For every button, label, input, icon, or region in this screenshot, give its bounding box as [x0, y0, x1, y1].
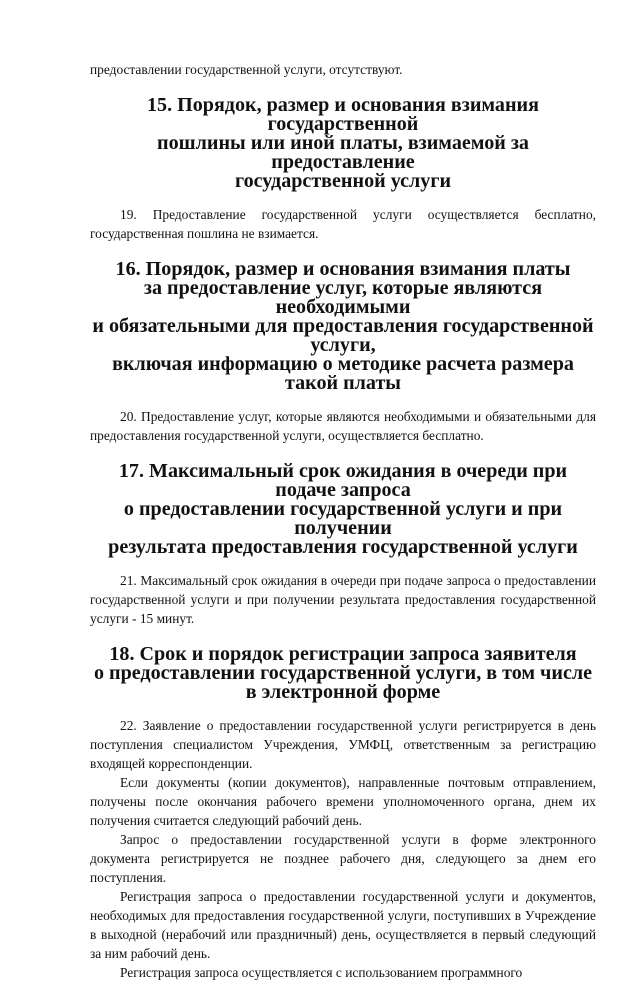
- paragraph-19: 19. Предоставление государственной услуги осуществляется бесплатно, государственная пошлина не взимается.: [90, 207, 596, 241]
- spacer: [90, 393, 596, 407]
- paragraph-22-software: Регистрация запроса осуществляется с использованием программного: [120, 965, 523, 980]
- spacer: [90, 191, 596, 205]
- section-16-heading: [90, 260, 596, 393]
- spacer: [90, 557, 596, 571]
- heading-line: в электронной форме: [245, 681, 441, 703]
- section-18-heading: [90, 645, 596, 702]
- heading-line: 16. Порядок, размер и основания взимания платы: [115, 258, 571, 280]
- spacer: [90, 702, 596, 716]
- heading-line: о предоставлении государственной услуги и при получении: [123, 498, 563, 539]
- paragraph-21: 21. Максимальный срок ожидания в очереди при подаче запроса о предоставлении государственной услуги и при получении результата предоставления государственной услуги - 15 минут.: [90, 573, 596, 626]
- heading-line: пошлины или иной платы, взимаемой за предоставление: [157, 132, 529, 173]
- heading-line: о предоставлении государственной услуги, в том числе: [93, 662, 593, 684]
- heading-line: 18. Срок и порядок регистрации запроса заявителя: [109, 643, 577, 665]
- paragraph-22-holiday: Регистрация запроса о предоставлении государственной услуги и документов, необходимых для предоставления государственной услуги, поступивших в Учреждение в выходной (нерабочий или праздничный) день, осуществляется в первый следующий за ним рабочий день.: [90, 889, 596, 961]
- heading-line: включая информацию о методике расчета размера такой платы: [112, 353, 574, 394]
- paragraph-22: 22. Заявление о предоставлении государственной услуги регистрируется в день поступления специалистом Учреждения, УМФЦ, ответственным за регистрацию входящей корреспонденции.: [90, 718, 596, 771]
- paragraph-20: 20. Предоставление услуг, которые являются необходимыми и обязательными для предоставления государственной услуги, осуществляется бесплатно.: [90, 409, 596, 443]
- heading-line: 17. Максимальный срок ожидания в очереди при подаче запроса: [118, 460, 568, 501]
- section-17-heading: [90, 462, 596, 557]
- heading-line: за предоставление услуг, которые являются необходимыми: [143, 277, 543, 318]
- paragraph-22-postal: Если документы (копии документов), направленные почтовым отправлением, получены после окончания рабочего времени уполномоченного органа, днем их получения считается следующий рабочий день.: [90, 775, 596, 828]
- intro-paragraph: предоставлении государственной услуги, отсутствуют.: [90, 62, 403, 77]
- heading-line: государственной услуги: [234, 170, 452, 192]
- section-15-heading: [90, 96, 596, 191]
- heading-line: 15. Порядок, размер и основания взимания государственной: [147, 94, 539, 135]
- document-page: [90, 60, 596, 982]
- paragraph-22-electronic: Запрос о предоставлении государственной услуги в форме электронного документа регистрируется не позднее рабочего дня, следующего за днем его поступления.: [90, 832, 596, 885]
- heading-line: результата предоставления государственной услуги: [108, 536, 578, 558]
- heading-line: и обязательными для предоставления государственной услуги,: [92, 315, 594, 356]
